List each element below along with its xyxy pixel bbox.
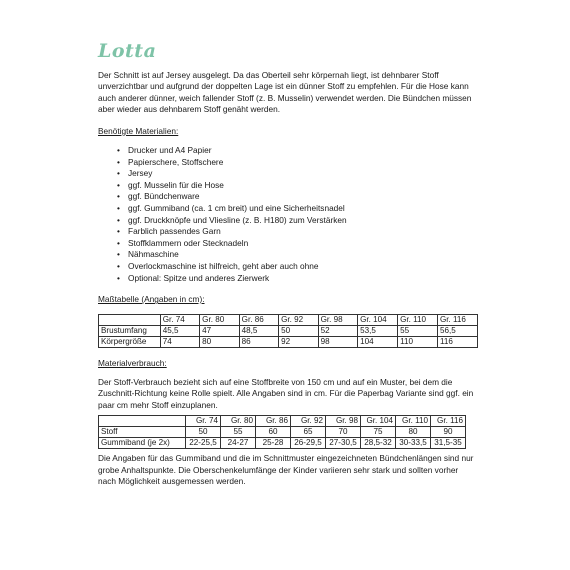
list-item: • ggf. Bündchenware <box>128 191 478 203</box>
table-cell: 25-28 <box>256 438 291 449</box>
table-cell: 50 <box>186 427 221 438</box>
table-cell: Gr. 116 <box>437 314 477 325</box>
size-table <box>98 314 478 348</box>
table-cell: 75 <box>361 427 396 438</box>
fabric-usage-table <box>98 415 466 449</box>
table-cell: 30-33,5 <box>396 438 431 449</box>
list-item: • Nähmaschine <box>128 249 478 261</box>
table-cell: Gr. 74 <box>160 314 199 325</box>
table-cell: 110 <box>398 336 438 347</box>
table-cell: Gr. 98 <box>326 416 361 427</box>
table-cell: Gr. 116 <box>431 416 466 427</box>
table-cell: Körpergröße <box>99 336 161 347</box>
size-table-heading: Maßtabelle (Angaben in cm): <box>98 294 205 305</box>
table-cell: 22-25,5 <box>186 438 221 449</box>
table-cell: Stoff <box>99 427 186 438</box>
lotta-logo: Lotta <box>98 40 157 62</box>
materials-heading: Benötigte Materialien: <box>98 125 179 136</box>
table-cell: 98 <box>318 336 357 347</box>
table-cell: 80 <box>200 336 239 347</box>
table-cell: 53,5 <box>358 325 398 336</box>
table-cell <box>99 416 186 427</box>
table-cell: 104 <box>358 336 398 347</box>
table-row <box>99 336 478 347</box>
table-cell: 27-30,5 <box>326 438 361 449</box>
table-cell: 52 <box>318 325 357 336</box>
table-cell: 48,5 <box>239 325 278 336</box>
table-cell: Gr. 74 <box>186 416 221 427</box>
table-cell: 65 <box>291 427 326 438</box>
intro-paragraph: Der Schnitt ist auf Jersey ausgelegt. Da das Oberteil sehr körpernah liegt, ist dehnbarer Stoff unverzichtbar und aufgrund der doppelten Lage ist ein dünner Stoff zu empfehlen. Für die Hose kann auch anderer dünner, weich fallender Stoff (z. B. Musselin) verwendet werden. Die Bündchen müssen aber wieder aus dehnbarem Stoff genäht werden. <box>98 70 472 115</box>
table-cell: 55 <box>221 427 256 438</box>
table-cell: Gr. 98 <box>318 314 357 325</box>
table-cell: Gr. 80 <box>200 314 239 325</box>
table-cell: Gr. 110 <box>396 416 431 427</box>
table-cell: Gr. 92 <box>279 314 318 325</box>
table-row <box>99 427 466 438</box>
table-cell: 70 <box>326 427 361 438</box>
list-item: • Optional: Spitze und anderes Zierwerk <box>128 273 478 285</box>
table-row <box>99 325 478 336</box>
fabric-usage-heading: Materialverbrauch: <box>98 357 167 368</box>
table-cell: Gr. 86 <box>239 314 278 325</box>
table-cell: 60 <box>256 427 291 438</box>
table-cell: Gummiband (je 2x) <box>99 438 186 449</box>
materials-list <box>98 145 478 284</box>
list-item: • Farblich passendes Garn <box>128 226 478 238</box>
table-cell <box>99 314 161 325</box>
document-page <box>98 40 478 487</box>
table-cell: 55 <box>398 325 438 336</box>
table-cell: 47 <box>200 325 239 336</box>
list-item: • Jersey <box>128 168 478 180</box>
list-item: • ggf. Musselin für die Hose <box>128 180 478 192</box>
table-cell: Brustumfang <box>99 325 161 336</box>
table-cell: Gr. 110 <box>398 314 438 325</box>
elastic-note: Die Angaben für das Gummiband und die im Schnittmuster eingezeichneten Bündchenlängen sind nur grobe Anhaltspunkte. Die Oberschenkelumfänge der Kinder variieren sehr stark und sollten vorher nach Möglichkeit ausgemessen werden. <box>98 453 474 486</box>
table-cell: 28,5-32 <box>361 438 396 449</box>
table-header-row <box>99 416 466 427</box>
table-cell: Gr. 86 <box>256 416 291 427</box>
table-header-row <box>99 314 478 325</box>
list-item: • Stoffklammern oder Stecknadeln <box>128 238 478 250</box>
table-cell: 50 <box>279 325 318 336</box>
table-cell: 31,5-35 <box>431 438 466 449</box>
fabric-usage-text: Der Stoff-Verbrauch bezieht sich auf eine Stoffbreite von 150 cm und auf ein Muster, bei dem die Zuschnitt-Richtung keine Rolle spielt. Alle Angaben sind in cm. Für die Paperbag Variante sind ggf. ein paar cm mehr Stoff einzuplanen. <box>98 376 474 410</box>
table-cell: 24-27 <box>221 438 256 449</box>
list-item: • ggf. Gummiband (ca. 1 cm breit) und eine Sicherheitsnadel <box>128 203 478 215</box>
list-item: • ggf. Druckknöpfe und Vliesline (z. B. H180) zum Verstärken <box>128 215 478 227</box>
table-cell: 116 <box>437 336 477 347</box>
table-cell: 90 <box>431 427 466 438</box>
table-cell: 92 <box>279 336 318 347</box>
table-cell: Gr. 92 <box>291 416 326 427</box>
table-cell: 56,5 <box>437 325 477 336</box>
table-cell: 26-29,5 <box>291 438 326 449</box>
list-item: • Papierschere, Stoffschere <box>128 157 478 169</box>
list-item: • Overlockmaschine ist hilfreich, geht aber auch ohne <box>128 261 478 273</box>
table-cell: Gr. 80 <box>221 416 256 427</box>
table-cell: 45,5 <box>160 325 199 336</box>
table-cell: 74 <box>160 336 199 347</box>
table-cell: Gr. 104 <box>358 314 398 325</box>
table-cell: 80 <box>396 427 431 438</box>
list-item: • Drucker und A4 Papier <box>128 145 478 157</box>
table-row <box>99 438 466 449</box>
table-cell: 86 <box>239 336 278 347</box>
table-cell: Gr. 104 <box>361 416 396 427</box>
